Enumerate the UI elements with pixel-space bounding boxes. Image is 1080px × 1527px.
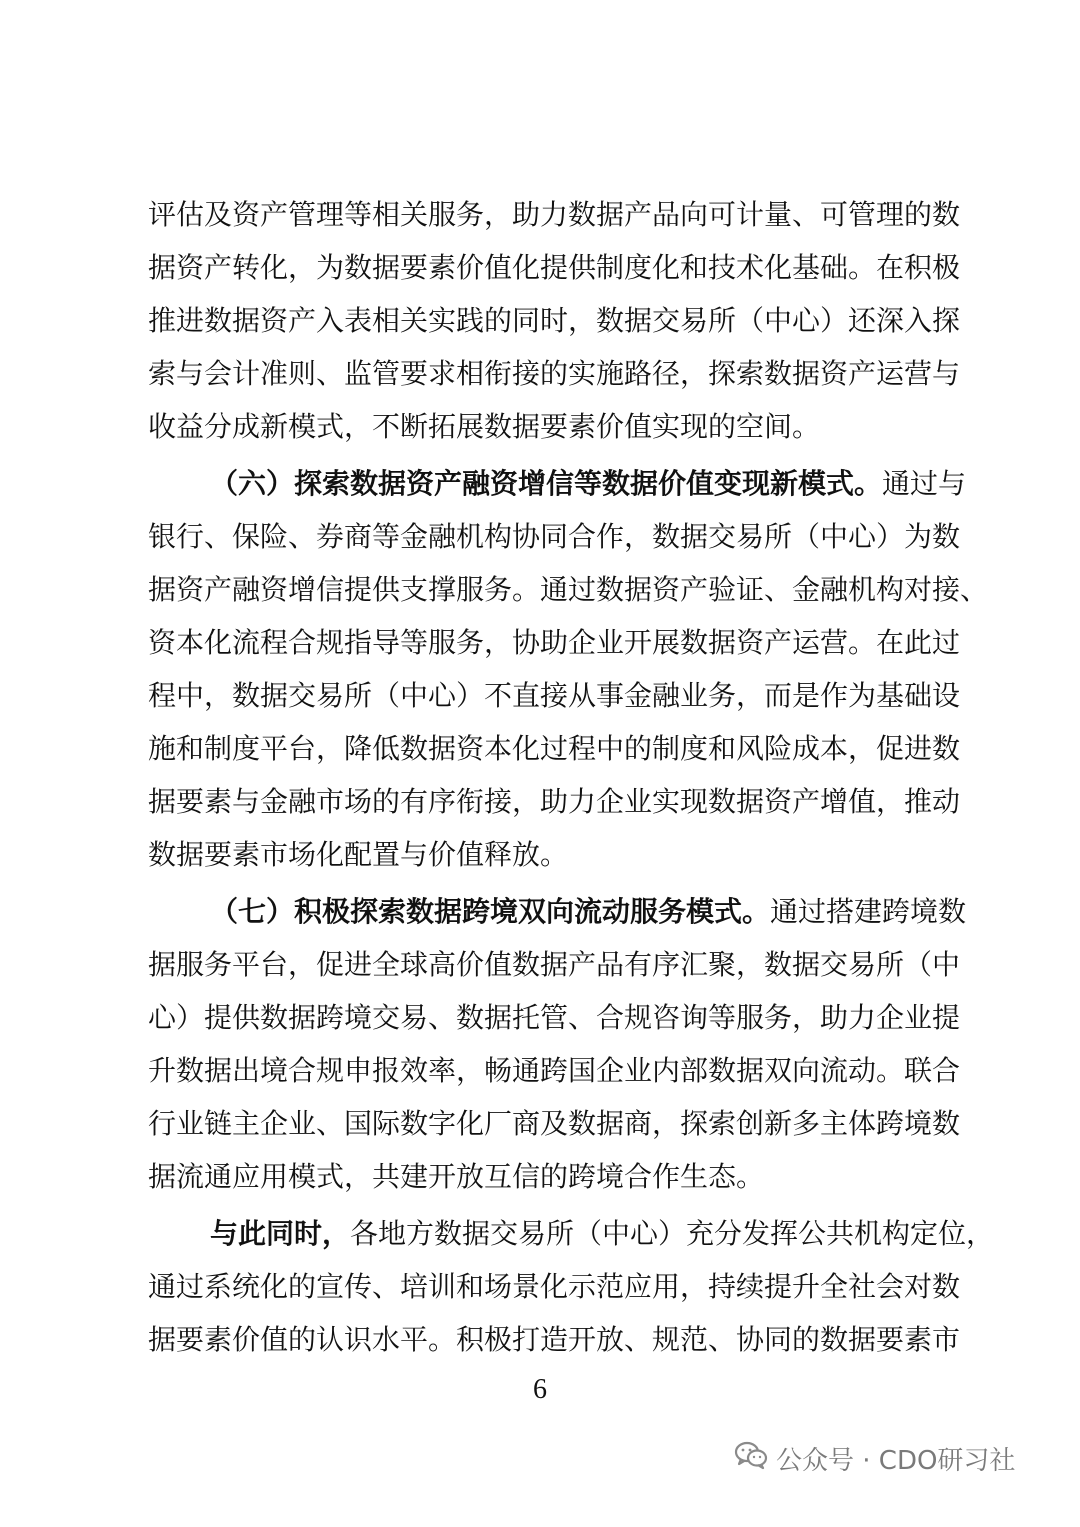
section-heading: （六）探索数据资产融资增信等数据价值变现新模式。: [210, 467, 883, 500]
text-line: 据资产转化，为数据要素价值化提供制度化和技术化基础。在积极: [148, 251, 961, 284]
text-line: 程中，数据交易所（中心）不直接从事金融业务，而是作为基础设: [148, 679, 961, 712]
text-line: 据要素与金融市场的有序衔接，助力企业实现数据资产增值，推动: [148, 785, 961, 818]
lead-phrase: 与此同时，: [210, 1217, 351, 1250]
paragraph-meanwhile: [148, 1207, 995, 1366]
text-line: 据流通应用模式，共建开放互信的跨境合作生态。: [148, 1160, 765, 1193]
text-line: 行业链主企业、国际数字化厂商及数据商，探索创新多主体跨境数: [148, 1107, 961, 1140]
text-line: 数据要素市场化配置与价值释放。: [148, 838, 569, 871]
text-line: 收益分成新模式，不断拓展数据要素价值实现的空间。: [148, 410, 821, 443]
text-line: 推进数据资产入表相关实践的同时，数据交易所（中心）还深入探: [148, 304, 961, 337]
paragraph-section-seven: [148, 885, 967, 1203]
text-line: 通过系统化的宣传、培训和场景化示范应用，持续提升全社会对数: [148, 1270, 961, 1303]
wechat-icon: [734, 1440, 768, 1477]
text-line: 心）提供数据跨境交易、数据托管、合规咨询等服务，助力企业提: [148, 1001, 961, 1034]
text-span: 通过与: [882, 467, 967, 500]
text-line: 据要素价值的认识水平。积极打造开放、规范、协同的数据要素市: [148, 1323, 961, 1356]
paragraph-section-six: [148, 457, 989, 881]
watermark: [734, 1436, 1015, 1480]
text-line: 评估及资产管理等相关服务，助力数据产品向可计量、可管理的数: [148, 198, 961, 231]
text-line: [148, 1207, 995, 1260]
text-line: 升数据出境合规申报效率，畅通跨国企业内部数据双向流动。联合: [148, 1054, 961, 1087]
section-heading: （七）积极探索数据跨境双向流动服务模式。: [210, 895, 771, 928]
text-line: 银行、保险、券商等金融机构协同合作，数据交易所（中心）为数: [148, 520, 961, 553]
text-line: [148, 457, 967, 510]
text-line: [148, 885, 967, 938]
text-line: 据资产融资增信提供支撑服务。通过数据资产验证、金融机构对接、: [148, 573, 989, 606]
paragraph-continuation: [148, 188, 961, 453]
text-line: 据服务平台，促进全球高价值数据产品有序汇聚，数据交易所（中: [148, 948, 961, 981]
text-line: 施和制度平台，降低数据资本化过程中的制度和风险成本，促进数: [148, 732, 961, 765]
page-number: 6: [533, 1374, 547, 1405]
watermark-text: 公众号 · CDO研习社: [776, 1445, 1016, 1476]
text-span: 各地方数据交易所（中心）充分发挥公共机构定位，: [350, 1217, 995, 1250]
document-body: [148, 188, 995, 1366]
text-span: 通过搭建跨境数: [770, 895, 967, 928]
text-line: 索与会计准则、监管要求相衔接的实施路径，探索数据资产运营与: [148, 357, 961, 390]
text-line: 资本化流程合规指导等服务，协助企业开展数据资产运营。在此过: [148, 626, 961, 659]
